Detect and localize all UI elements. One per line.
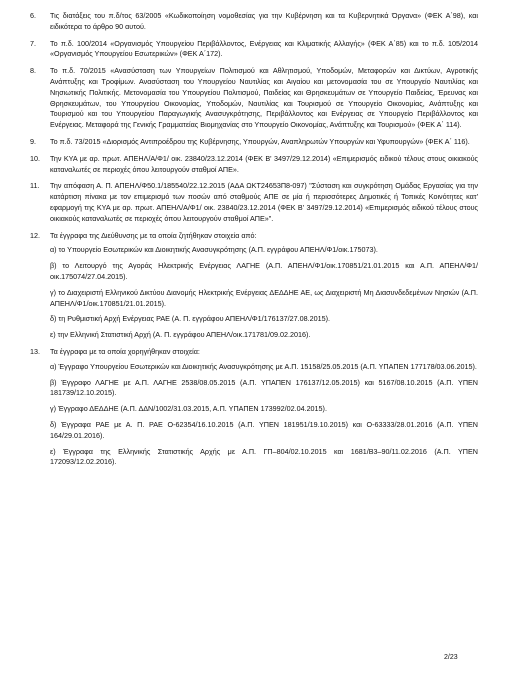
- list-item: [26, 347, 478, 468]
- page-number: 2/23: [444, 654, 458, 661]
- item-text: Το π.δ. 73/2015 «Διορισμός Αντιπροέδρου της Κυβέρνησης, Υπουργών, Αναπληρωτών Υπουργών και Υφυπουργών» (ΦΕΚ Α΄ 116).: [50, 136, 470, 146]
- list-item: [26, 181, 478, 224]
- list-item: [26, 11, 478, 33]
- sub-item: ε) την Ελληνική Στατιστική Αρχή (Α. Π. εγγράφου ΑΠΕΗΛ/οικ.171781/09.02.2016).: [50, 330, 311, 340]
- sub-list: [50, 245, 478, 341]
- item-text: Το π.δ. 100/2014 «Οργανισμός Υπουργείου Περιβάλλοντος, Ενέργειας και Κλιματικής Αλλαγής» (ΦΕΚ Α΄85) και το π.δ. 105/2014 «Οργανισμός Υπουργείου Εσωτερικών» (ΦΕΚ Α΄172).: [50, 38, 478, 59]
- list-item: [26, 39, 478, 61]
- item-number: 10.: [30, 153, 40, 163]
- item-text: Τα έγγραφα της Διεύθυνσης με τα οποία ζητήθηκαν στοιχεία από:: [50, 230, 257, 240]
- item-text: Τις διατάξεις του π.δ/τος 63/2005 «Κωδικοποίηση νομοθεσίας για την Κυβέρνηση και τα Κυβερνητικά Όργανα» (ΦΕΚ Α΄98), και ειδικότερα το άρθρο 90 αυτού.: [50, 11, 478, 31]
- sub-list: [50, 362, 478, 468]
- item-number: 8.: [30, 66, 36, 76]
- list-item: [26, 137, 478, 148]
- sub-item: β) το Λειτουργό της Αγοράς Ηλεκτρικής Ενέργειας ΛΑΓΗΕ (Α.Π. ΑΠΕΗΛ/Φ1/οικ.170851/21.01.2015 και Α.Π. ΑΠΕΗΛ/Φ1/οικ.175074/27.04.2015).: [50, 261, 478, 281]
- sub-item: δ) τη Ρυθμιστική Αρχή Ενέργειας ΡΑΕ (Α. Π. εγγράφου ΑΠΕΗΛ/Φ1/176137/27.08.2015).: [50, 314, 330, 324]
- sub-item: γ) το Διαχειριστή Ελληνικού Δικτύου Διανομής Ηλεκτρικής Ενέργειας ΔΕΔΔΗΕ ΑΕ, ως Διαχειριστή Μη Διασυνδεδεμένων Νησιών (Α.Π. ΑΠΕΗΛ/Φ1/οικ.170851/21.01.2015).: [50, 287, 478, 308]
- sub-item: α) το Υπουργείο Εσωτερικών και Διοικητικής Ανασυγκρότησης (Α.Π. εγγράφου ΑΠΕΗΛ/Φ1/οικ.175073).: [50, 245, 378, 255]
- item-number: 12.: [30, 230, 40, 240]
- sub-item: α) Έγγραφο Υπουργείου Εσωτερικών και Διοικητικής Ανασυγκρότησης με Α.Π. 15158/25.05.2015 (Α.Π. ΥΠΑΠΕΝ 177178/03.06.2015).: [50, 361, 477, 371]
- item-number: 6.: [30, 11, 36, 20]
- list-item: [26, 66, 478, 131]
- item-text: Την απόφαση Α. Π. ΑΠΕΗΛ/Φ50.1/185540/22.12.2015 (ΑΔΑ ΩΚΤ24653Π8-097) "Σύσταση και συγκρότηση Ομάδας Εργασίας για την κατάρτιση πίνακα με τον επιμερισμό των ποσών από σταθμούς ΑΠΕ σε μία ή περισσότερες Δημοτικές ή Τοπικές Κοινότητες κατ' εφαρμογή της ΚΥΑ με αρ. πρωτ. ΑΠΕΗΛ/Α/Φ1/ οικ. 23840/23.12.2014 (ΦΕΚ Β' 3497/29.12.2014) «Επιμερισμός ειδικού τέλους στους οικιακούς καταναλωτές σε περιοχές όπου λειτουργούν σταθμοί ΑΠΕ»".: [50, 181, 478, 223]
- sub-item: γ) Έγγραφο ΔΕΔΔΗΕ (Α.Π. ΔΔΝ/1002/31.03.2015, Α.Π. ΥΠΑΠΕΝ 173992/02.04.2015).: [50, 404, 327, 414]
- item-text: Το π.δ. 70/2015 «Ανασύσταση των Υπουργείων Πολιτισμού και Αθλητισμού, Υποδομών, Μεταφορών και Δικτύων, Αγροτικής Ανάπτυξης και Τροφίμων. Ανασύσταση του Υπουργείου Ναυτιλίας και Αιγαίου και μετονομασία του σε Υπουργείο Ναυτιλίας και Νησιωτικής Πολιτικής. Μετονομασία του Υπουργείου Πολιτισμού, Παιδείας και Θρησκευμάτων σε Υπουργείο Παιδείας, Έρευνας και Θρησκευμάτων, του Υπουργείου Οικονομίας, Υποδομών, Ναυτιλίας και Τουρισμού σε Υπουργείο Οικονομίας, Ανάπτυξης και Τουρισμού και του Υπουργείου Παραγωγικής Ανασυγκρότησης, Περιβάλλοντος και Ενέργειας σε Υπουργείο Περιβάλλοντος και Ενέργειας. Μεταφορά της Γενικής Γραμματείας Βιομηχανίας στο Υπουργείο Οικονομίας, Ανάπτυξης και Τουρισμού» (ΦΕΚ Α΄ 114).: [50, 66, 478, 130]
- item-text: Τα έγγραφα με τα οποία χορηγήθηκαν στοιχεία:: [50, 346, 200, 356]
- sub-item: δ) Έγγραφα ΡΑΕ με Α. Π. ΡΑΕ Ο-62354/16.10.2015 (Α.Π. ΥΠΕΝ 181951/19.10.2015) και Ο-63333/28.01.2016 (Α.Π. ΥΠΕΝ 164/29.01.2016).: [50, 419, 478, 440]
- item-number: 13.: [30, 346, 40, 356]
- list-item: [26, 154, 478, 176]
- sub-item: ε) Έγγραφα της Ελληνικής Στατιστικής Αρχής με Α.Π. ΓΠ–804/02.10.2015 και 1681/Β3–90/11.02.2016 (Α.Π. ΥΠΕΝ 172093/12.02.2016).: [50, 446, 478, 467]
- list-item: [26, 231, 478, 341]
- item-number: 7.: [30, 38, 36, 48]
- item-number: 11.: [30, 181, 40, 191]
- item-text: Την ΚΥΑ με αρ. πρωτ. ΑΠΕΗΛ/Α/Φ1/ οικ. 23840/23.12.2014 (ΦΕΚ Β' 3497/29.12.2014) «Επιμερισμός ειδικού τέλους στους οικιακούς καταναλωτές σε περιοχές όπου λειτουργούν σταθμοί ΑΠΕ».: [50, 153, 478, 174]
- item-number: 9.: [30, 136, 36, 146]
- document-body: [26, 11, 478, 474]
- sub-item: β) Έγγραφο ΛΑΓΗΕ με Α.Π. ΛΑΓΗΕ 2538/08.05.2015 (Α.Π. ΥΠΑΠΕΝ 176137/12.05.2015) και 5167/08.10.2015 (Α.Π. ΥΠΕΝ 181739/12.10.2015).: [50, 377, 478, 398]
